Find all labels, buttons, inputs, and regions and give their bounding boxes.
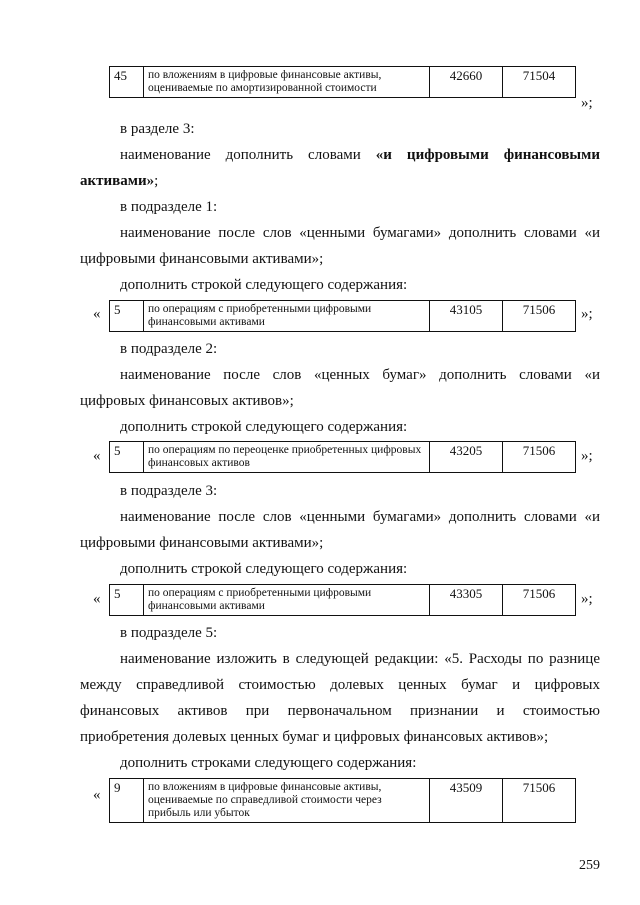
table-row-5: [109, 584, 576, 616]
account-code: 43205: [430, 442, 503, 473]
closing-quote: »;: [581, 306, 593, 322]
account-code: 43305: [430, 585, 503, 616]
paragraph: наименование после слов «ценными бумагами» дополнить словами «и цифровыми финансовыми активами»;: [80, 509, 600, 551]
paragraph: наименование после слов «ценными бумагами» дополнить словами «и цифровыми финансовыми активами»;: [80, 225, 600, 267]
account-code: 43509: [430, 779, 503, 823]
symbol-code: 71506: [503, 585, 576, 616]
row-description: по операциям с приобретенными цифровыми финансовыми активами: [144, 301, 430, 332]
account-code: 43105: [430, 301, 503, 332]
paragraph: в подразделе 3:: [120, 483, 218, 499]
symbol-code: 71504: [503, 67, 576, 98]
table-row-5: [109, 300, 576, 332]
symbol-code: 71506: [503, 442, 576, 473]
account-code: 42660: [430, 67, 503, 98]
table-row-5: [109, 441, 576, 473]
paragraph: наименование изложить в следующей редакции: «5. Расходы по разнице между справедливой стоимостью долевых ценных бумаг и цифровых финансовых активов при первоначальном признании и стоимостью приобретения долевых ценных бумаг и цифровых финансовых активов»;: [80, 651, 600, 745]
opening-quote: «: [93, 787, 101, 803]
table-row-45: [109, 66, 576, 98]
paragraph: в подразделе 1:: [120, 199, 218, 215]
row-number: 9: [110, 779, 144, 823]
closing-quote: »;: [581, 591, 593, 607]
paragraph: наименование дополнить словами «и цифровыми финансовыми активами»;: [80, 147, 601, 189]
opening-quote: «: [93, 448, 101, 464]
closing-quote: »;: [581, 95, 593, 111]
paragraph: дополнить строкой следующего содержания:: [120, 277, 408, 293]
paragraph: дополнить строкой следующего содержания:: [120, 561, 408, 577]
row-description: по вложениям в цифровые финансовые активы, оцениваемые по справедливой стоимости через прибыль или убыток: [144, 779, 430, 823]
paragraph: в разделе 3:: [120, 121, 195, 137]
paragraph: в подразделе 2:: [120, 341, 218, 357]
symbol-code: 71506: [503, 779, 576, 823]
paragraph: дополнить строками следующего содержания:: [120, 755, 417, 771]
table-row-9: [109, 778, 576, 823]
paragraph: в подразделе 5:: [120, 625, 218, 641]
row-description: по операциям по переоценке приобретенных цифровых финансовых активов: [144, 442, 430, 473]
row-number: 5: [110, 442, 144, 473]
bold-insert: «и цифровыми финансовыми активами»: [80, 147, 601, 189]
row-number: 5: [110, 301, 144, 332]
row-number: 45: [110, 67, 144, 98]
page-number: 259: [579, 858, 600, 873]
row-number: 5: [110, 585, 144, 616]
symbol-code: 71506: [503, 301, 576, 332]
paragraph: дополнить строкой следующего содержания:: [120, 419, 408, 435]
row-description: по операциям с приобретенными цифровыми финансовыми активами: [144, 585, 430, 616]
opening-quote: «: [93, 591, 101, 607]
closing-quote: »;: [581, 448, 593, 464]
opening-quote: «: [93, 306, 101, 322]
paragraph: наименование после слов «ценных бумаг» дополнить словами «и цифровых финансовых активов»;: [80, 367, 600, 409]
row-description: по вложениям в цифровые финансовые активы, оцениваемые по амортизированной стоимости: [144, 67, 430, 98]
